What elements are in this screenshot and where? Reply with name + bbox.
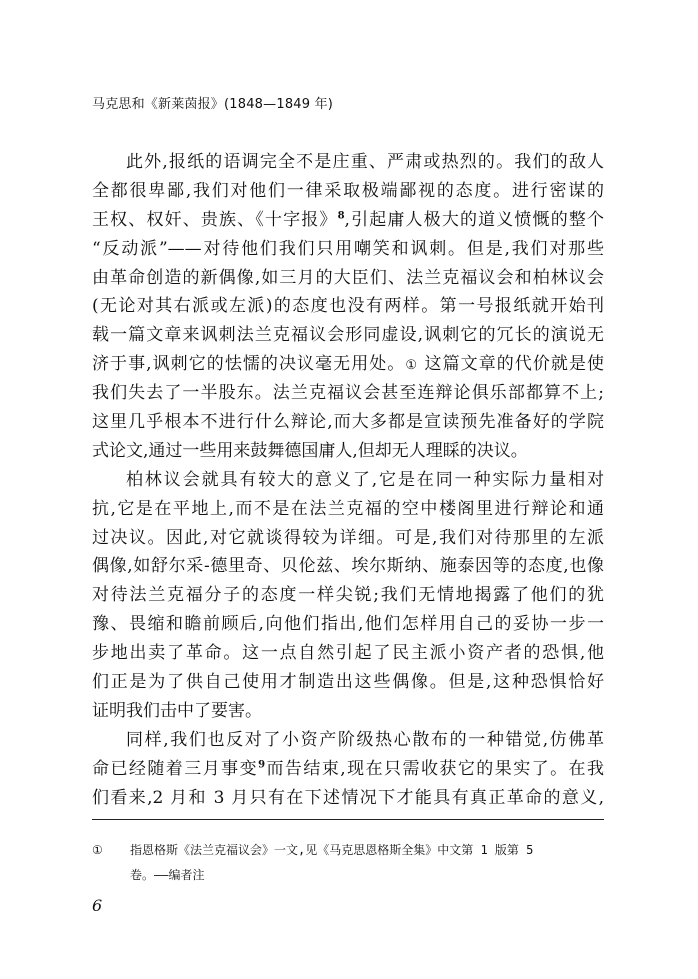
text-run: 这篇文章的代价就是使 — [418, 354, 605, 375]
endnote-ref-9[interactable]: 9 — [258, 759, 266, 771]
paragraph-2-line-1: 柏林议会就具有较大的意义了,它是在同一种实际力量相对 — [126, 469, 604, 490]
paragraph-1-line-8 — [92, 350, 604, 379]
paragraph-3-line-3: 们看来,2 月和 3 月只有在下述情况下才能具有真正革命的意义, — [92, 787, 604, 808]
endnote-ref-8[interactable]: 8 — [337, 210, 345, 222]
paragraph-2-line-2: 抗,它是在平地上,而不是在法兰克福的空中楼阁里进行辩论和通 — [92, 498, 604, 519]
running-header: 马克思和《新莱茵报》(1848—1849 年) — [92, 97, 334, 112]
paragraph-1-line-9: 我们失去了一半股东。法兰克福议会甚至连辩论俱乐部都算不上; — [92, 383, 604, 404]
paragraph-1-line-3 — [92, 206, 604, 235]
footnote-text: 指恩格斯《法兰克福议会》一文,见《马克思恩格斯全集》中文第 1 版第 5 — [130, 843, 534, 857]
text-run: ,引起庸人极大的道义愤慨的整个 — [344, 209, 604, 230]
footnote-line-2: 卷。——编者注 — [130, 868, 205, 882]
text-run: 济于事,讽刺它的怯懦的决议毫无用处。 — [92, 354, 406, 375]
text-run: 而告结束,现在只需收获它的果实了。在我 — [265, 758, 605, 779]
footnote-ref-1[interactable]: ① — [405, 358, 419, 374]
paragraph-1-line-2: 全都很卑鄙,我们对他们一律采取极端鄙视的态度。进行密谋的 — [92, 180, 604, 201]
text-run: 命已经随着三月事变 — [92, 758, 259, 779]
paragraph-1-line-6: (无论对其右派或左派)的态度也没有两样。第一号报纸就开始刊 — [92, 296, 604, 317]
paragraph-2-line-5: 对待法兰克福分子的态度一样尖锐;我们无情地揭露了他们的犹 — [92, 585, 604, 606]
footnote — [92, 838, 604, 888]
paragraph-3-line-2 — [92, 755, 604, 784]
paragraph-1-line-7: 载一篇文章来讽刺法兰克福议会形同虚设,讽刺它的冗长的演说无 — [92, 325, 604, 346]
footnote-marker: ① — [92, 843, 103, 857]
paragraph-1-line-4: “反动派”——对待他们我们只用嘲笑和讽刺。但是,我们对那些 — [92, 238, 604, 259]
footnote-divider — [92, 819, 604, 820]
body-text — [92, 148, 604, 812]
paragraph-1-line-11: 式论文,通过一些用来鼓舞德国庸人,但却无人理睬的决议。 — [92, 440, 528, 461]
paragraph-1-line-5: 由革命创造的新偶像,如三月的大臣们、法兰克福议会和柏林议会 — [92, 267, 604, 288]
paragraph-2-line-8: 们正是为了供自己使用才制造出这些偶像。但是,这种恐惧恰好 — [92, 672, 604, 693]
page-number: 6 — [92, 896, 103, 915]
text-run: 王权、权奸、贵族、《十字报》 — [92, 209, 338, 230]
paragraph-2-line-9: 证明我们击中了要害。 — [92, 700, 262, 721]
footnote-line-1 — [92, 838, 604, 863]
paragraph-2-line-6: 豫、畏缩和瞻前顾后,向他们指出,他们怎样用自己的妥协一步一 — [92, 614, 604, 635]
paragraph-2-line-3: 过决议。因此,对它就谈得较为详细。可是,我们对待那里的左派 — [92, 527, 604, 548]
paragraph-1-line-1: 此外,报纸的语调完全不是庄重、严肃或热烈的。我们的敌人 — [126, 152, 604, 172]
paragraph-1-line-10: 这里几乎根本不进行什么辩论,而大多都是宣读预先准备好的学院 — [92, 412, 604, 433]
paragraph-2-line-4: 偶像,如舒尔采-德里奇、贝伦兹、埃尔斯纳、施泰因等的态度,也像 — [92, 556, 604, 577]
paragraph-2-line-7: 步地出卖了革命。这一点自然引起了民主派小资产者的恐惧,他 — [92, 643, 604, 664]
paragraph-3-line-1: 同样,我们也反对了小资产阶级热心散布的一种错觉,仿佛革 — [126, 729, 604, 750]
